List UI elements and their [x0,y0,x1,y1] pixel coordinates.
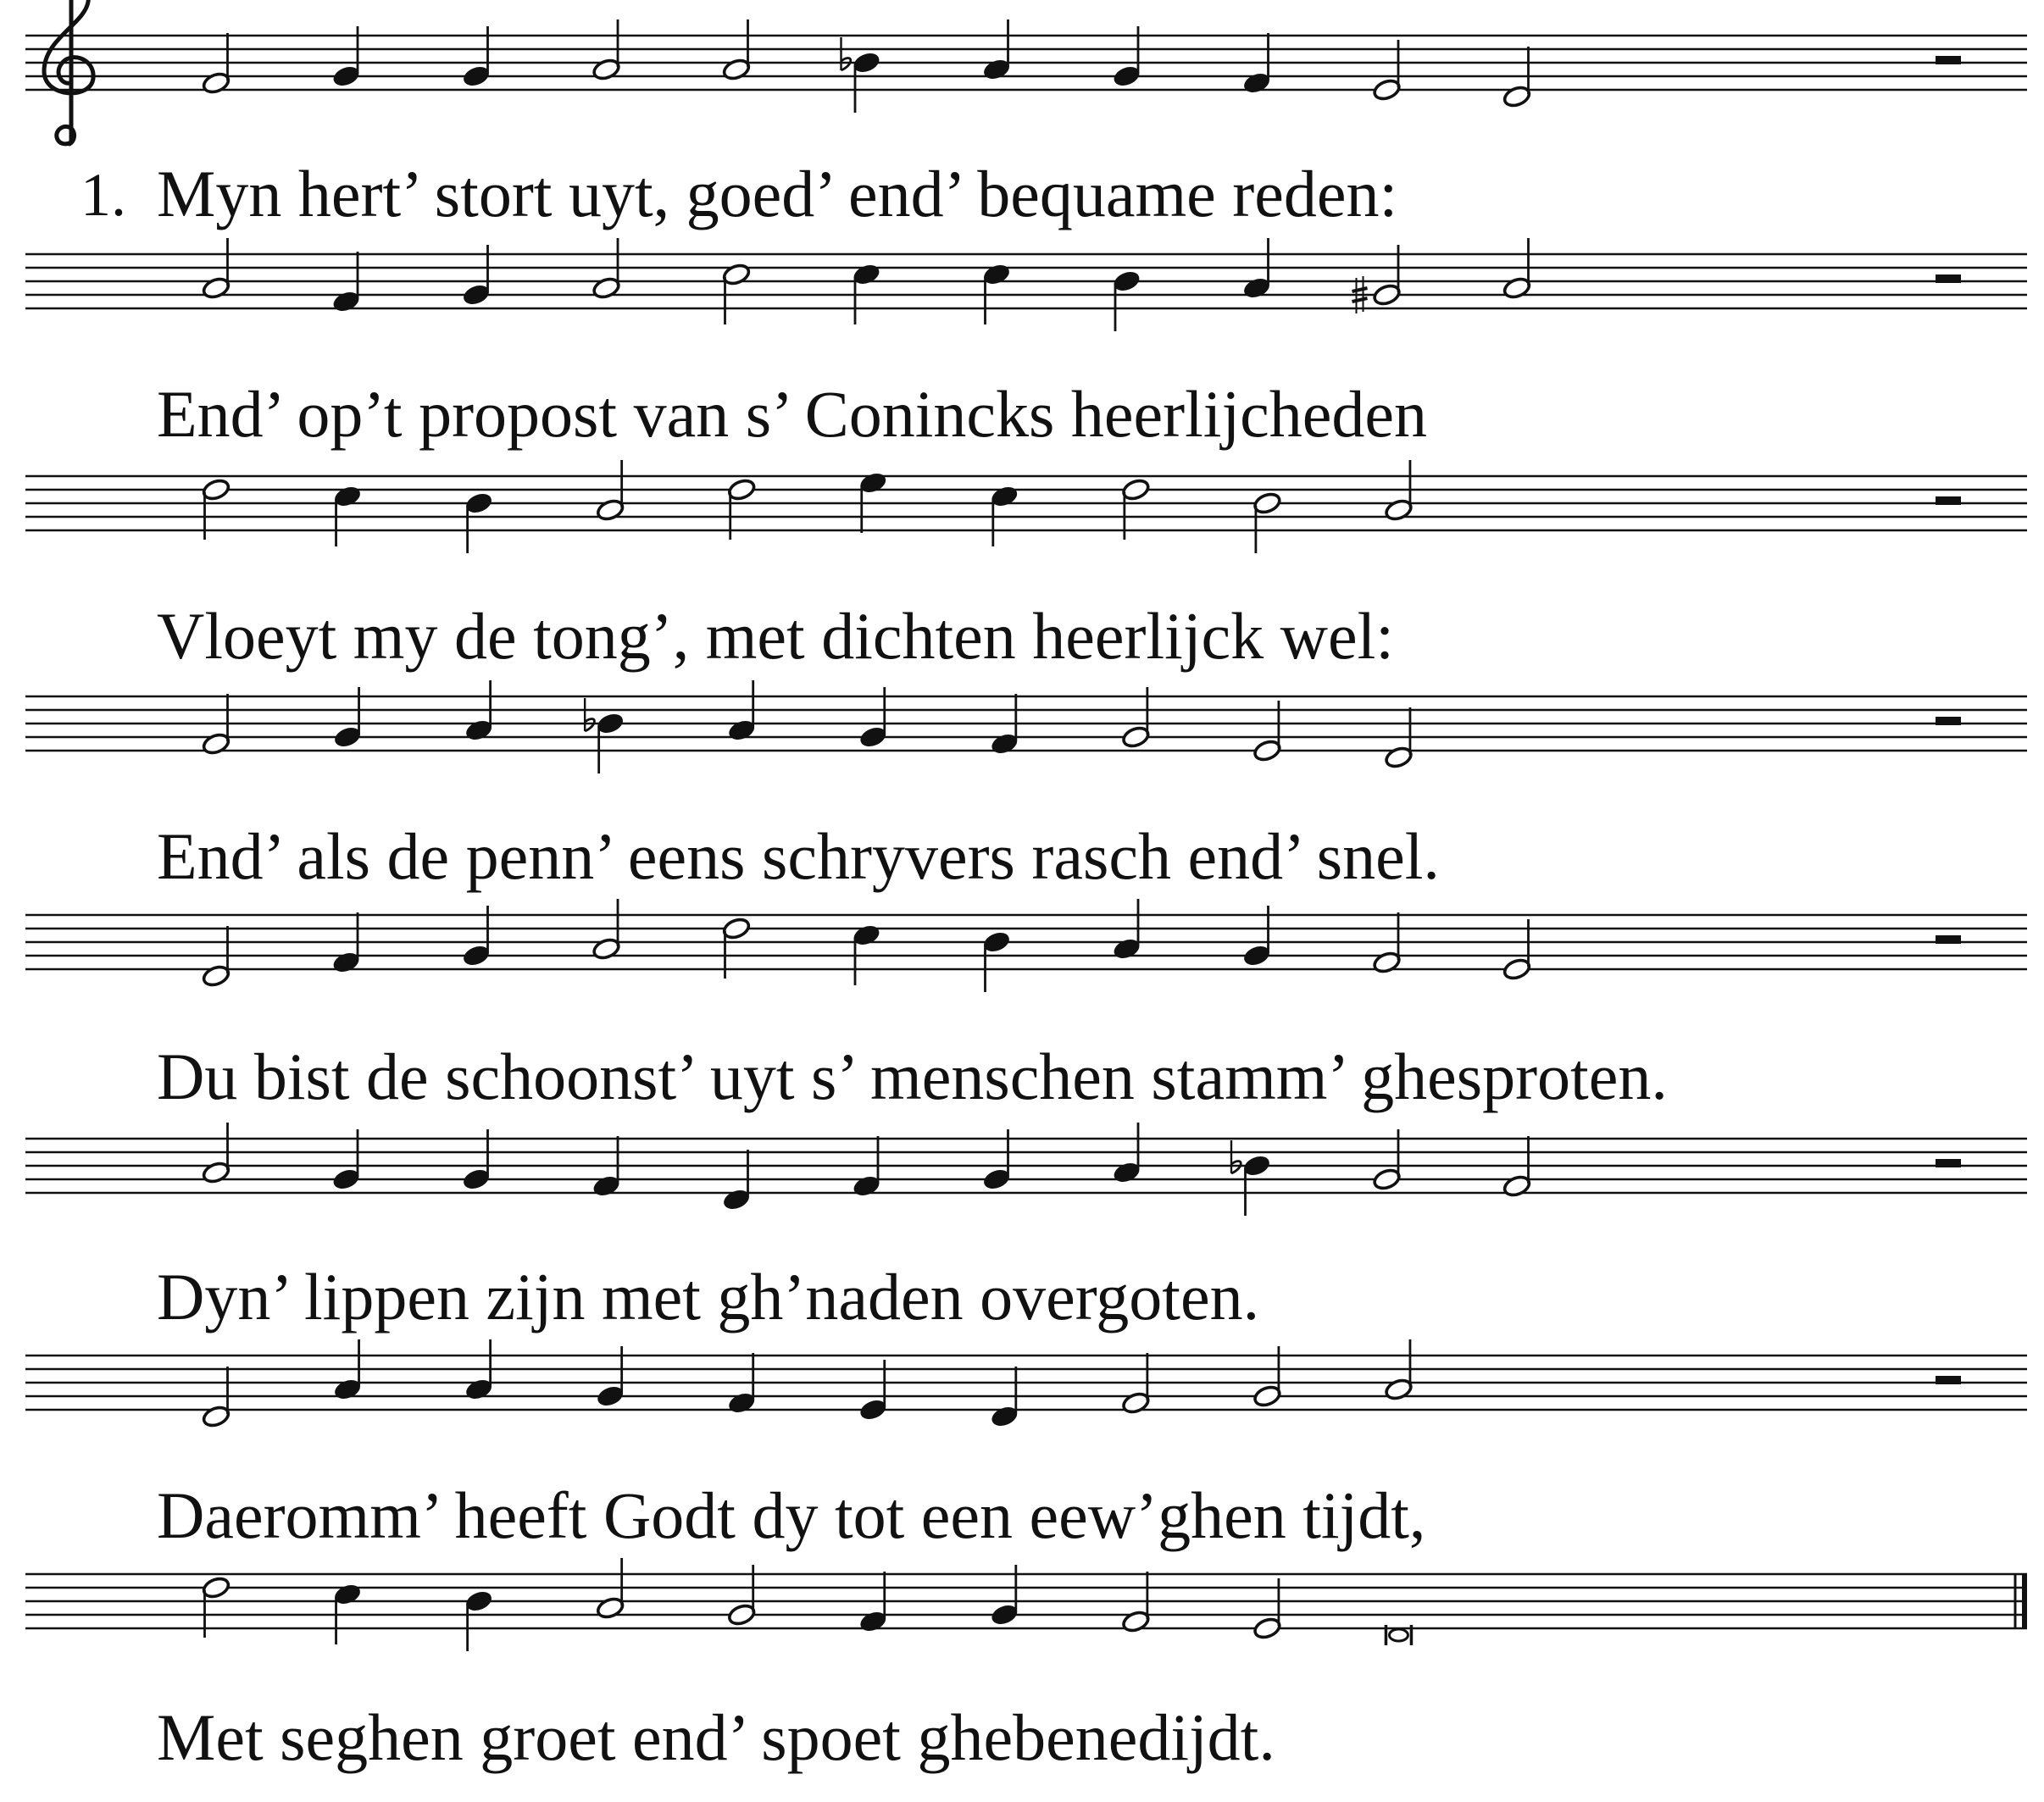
note [1253,491,1282,553]
note [990,485,1019,546]
note [990,1367,1019,1428]
note [1384,707,1414,769]
verse-number: 1. [81,161,126,229]
lyric-line: Daeromm’ heeft Godt dy tot een eew’ghen tijdt, [157,1478,1426,1552]
half-rest-icon [1936,56,1961,64]
note [1502,238,1532,300]
note [982,263,1012,324]
staff-lines [25,476,2027,530]
note [1372,912,1402,974]
half-rest-icon [1936,935,1961,944]
half-rest-icon [1936,1376,1961,1384]
note [1112,899,1141,961]
note [592,899,621,961]
staff-lines [25,696,2027,751]
clef-stroke [44,0,93,144]
lyric-line: End’ als de penn’ eens schryvers rasch end’ snel. [157,819,1440,893]
note [727,1353,757,1415]
note [592,1136,621,1198]
staff-lines [25,1356,2027,1410]
note [1242,33,1272,95]
lyric-line: Du bist de schoonst’ uyt s’ menschen stamm’ ghesproten. [157,1040,1668,1113]
note [1384,460,1414,522]
half-rest-icon [1936,274,1961,283]
note [858,471,888,533]
note [982,930,1012,992]
staff-lines [25,36,2027,90]
note-head [1389,1629,1408,1641]
note [202,1367,231,1428]
note [852,263,881,324]
note [852,923,881,985]
note [596,460,625,522]
treble-clef-icon [44,0,93,144]
note [592,19,621,81]
staff-system [25,1123,2027,1216]
half-rest-icon [1936,717,1961,725]
note [331,912,361,974]
staff-lines [25,254,2027,308]
note [722,1150,752,1211]
note [1502,1136,1532,1198]
note [202,33,231,95]
note [202,238,231,300]
note [990,694,1019,756]
flat-icon [841,37,851,70]
note [592,238,621,300]
note [464,680,494,742]
staff-system [25,0,2027,144]
note [331,252,361,313]
note [202,694,231,756]
note [1502,47,1532,108]
note [722,19,752,81]
lyric-line: End’ op’t propost van s’ Conincks heerlijcheden [157,377,1427,451]
staff-system [25,460,2027,553]
note [1112,1123,1141,1184]
half-rest-icon [1936,496,1961,505]
note [333,1583,363,1644]
note [333,485,363,546]
note [464,491,494,553]
note [722,263,752,324]
note [982,19,1012,81]
note [1384,1339,1414,1401]
note [202,1123,231,1184]
staff-lines [25,1139,2027,1193]
flat-icon [1231,1140,1241,1173]
note [596,1558,625,1620]
staff-lines [25,915,2027,969]
flat-icon [585,698,594,731]
note [1121,1572,1151,1633]
note [858,1572,888,1633]
note [852,1136,881,1198]
note [727,680,757,742]
note [464,1589,494,1651]
note [1112,269,1141,331]
note [333,1339,363,1401]
staff-system [25,680,2027,773]
staff-lines [25,1574,2027,1628]
staff-system [25,1558,2027,1651]
note [1121,1353,1151,1415]
note [464,1339,494,1401]
note [1242,238,1272,300]
half-rest-icon [1936,1159,1961,1167]
lyric-line: Dyn’ lippen zijn met gh’naden overgoten. [157,1260,1260,1333]
lyric-line: Met seghen groet end’ spoet ghebenedijdt. [157,1700,1275,1774]
staff-system [25,1339,2027,1428]
staff-system [25,238,2027,331]
staff-system [25,899,2027,992]
lyric-line: Myn hert’ stort uyt, goed’ end’ bequame reden: [157,157,1398,230]
lyric-line: Vloeyt my de tong’, met dichten heerlijck wel: [157,599,1394,673]
note [202,926,231,988]
